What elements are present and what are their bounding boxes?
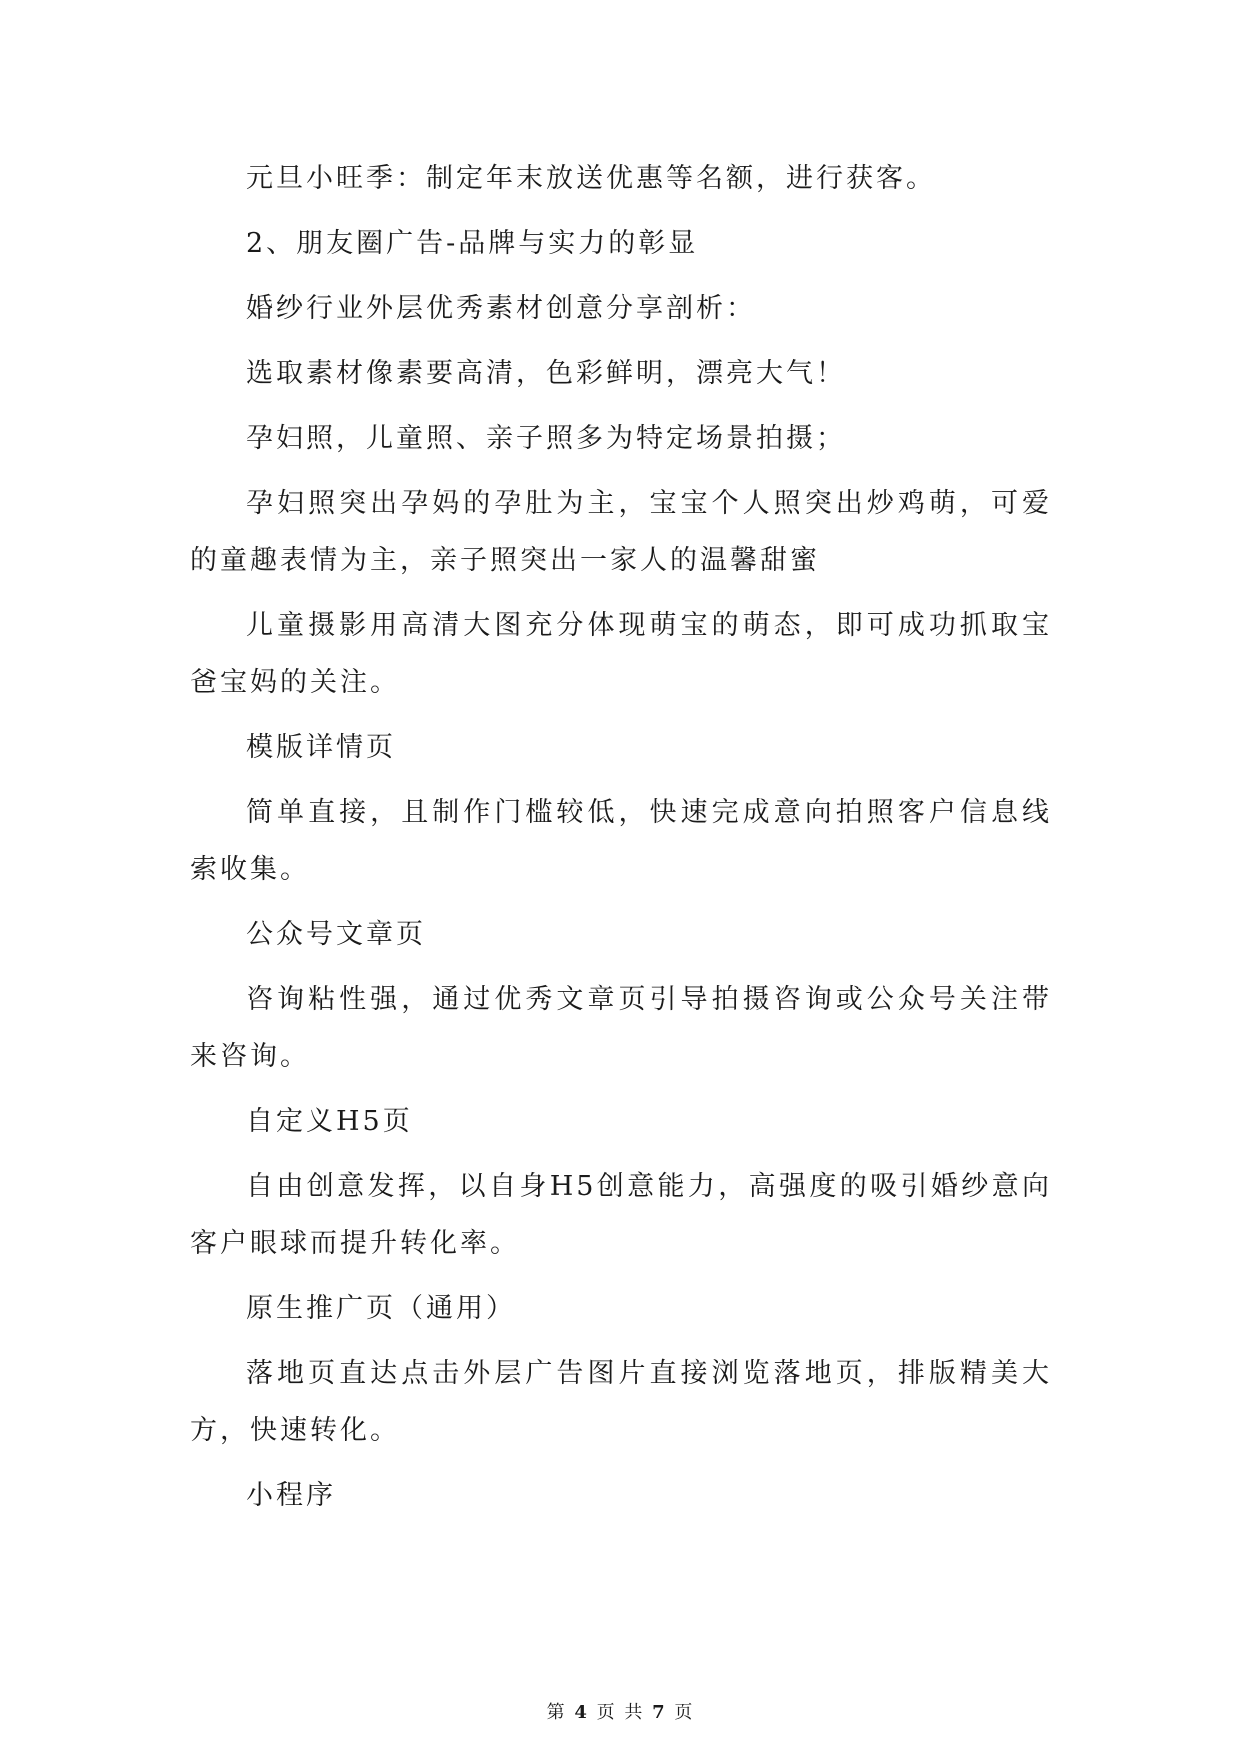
paragraph-native-promo-desc: 落地页直达点击外层广告图片直接浏览落地页，排版精美大方，快速转化。 [190, 1358, 1052, 1446]
page-footer [0, 1698, 1241, 1724]
paragraph-heading-official-account: 公众号文章页 [246, 919, 426, 950]
paragraph-custom-h5-desc: 自由创意发挥，以自身H5创意能力，高强度的吸引婚纱意向客户眼球而提升转化率。 [190, 1171, 1052, 1259]
footer-current-page: 4 [574, 1702, 589, 1723]
document-body [190, 150, 1052, 1532]
paragraph-creative-analysis-intro: 婚纱行业外层优秀素材创意分享剖析： [246, 293, 756, 324]
paragraph-official-account-desc: 咨询粘性强，通过优秀文章页引导拍摄咨询或公众号关注带来咨询。 [190, 984, 1052, 1072]
footer-prefix: 第 [546, 1702, 567, 1723]
paragraph-heading-template-detail: 模版详情页 [246, 732, 396, 763]
paragraph-photo-types: 孕妇照，儿童照、亲子照多为特定场景拍摄； [246, 423, 846, 454]
paragraph-child-photography: 儿童摄影用高清大图充分体现萌宝的萌态，即可成功抓取宝爸宝妈的关注。 [190, 610, 1052, 698]
paragraph-heading-mini-program: 小程序 [246, 1480, 336, 1511]
paragraph-material-requirements: 选取素材像素要高清，色彩鲜明，漂亮大气！ [246, 358, 846, 389]
paragraph-new-year-season: 元旦小旺季：制定年末放送优惠等名额，进行获客。 [246, 163, 936, 194]
footer-suffix: 页 [674, 1702, 695, 1723]
footer-middle: 页 共 [596, 1702, 645, 1723]
paragraph-heading-native-promo: 原生推广页（通用） [246, 1293, 516, 1324]
paragraph-heading-custom-h5: 自定义H5页 [246, 1106, 413, 1137]
paragraph-template-detail-desc: 简单直接，且制作门槛较低，快速完成意向拍照客户信息线索收集。 [190, 797, 1052, 885]
footer-total-pages: 7 [652, 1702, 667, 1723]
paragraph-photo-focus: 孕妇照突出孕妈的孕肚为主，宝宝个人照突出炒鸡萌，可爱的童趣表情为主，亲子照突出一家人的温馨甜蜜 [190, 488, 1052, 576]
paragraph-section-heading-moments-ads: 2、朋友圈广告-品牌与实力的彰显 [246, 228, 699, 259]
